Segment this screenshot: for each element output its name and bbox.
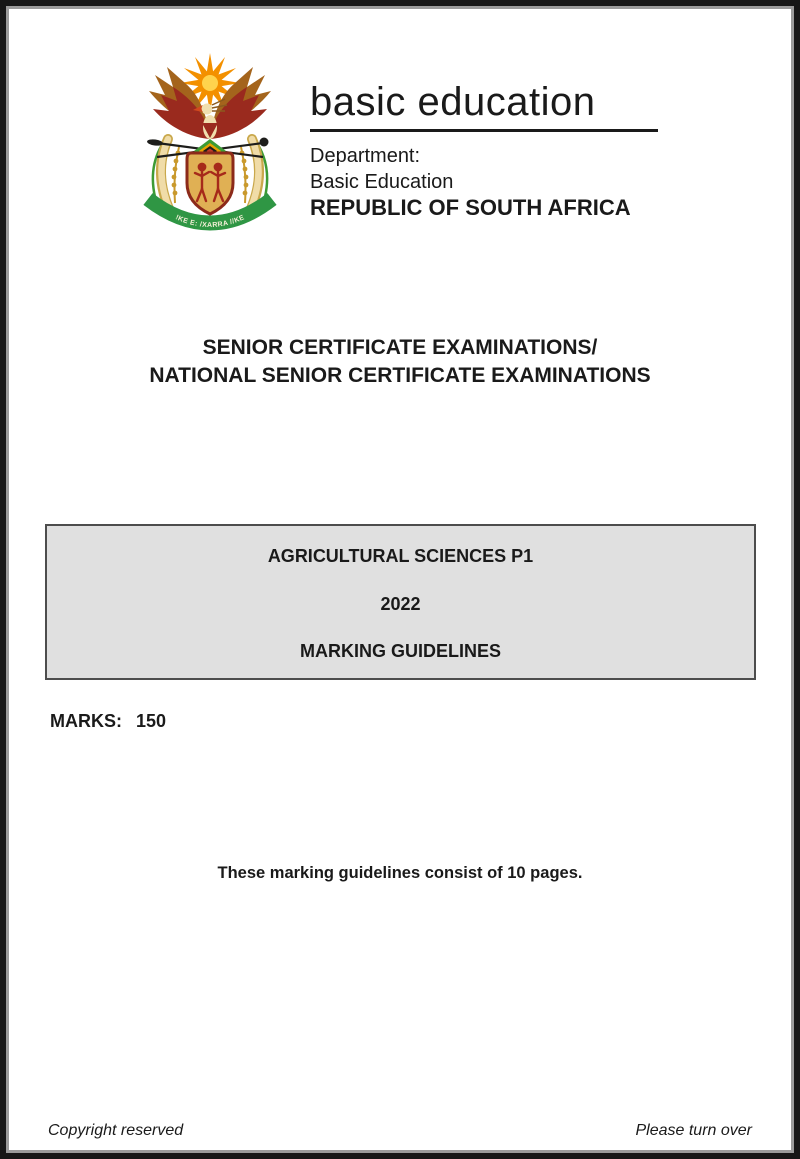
country-name: REPUBLIC OF SOUTH AFRICA — [310, 195, 631, 220]
exam-title — [0, 334, 800, 390]
copyright-notice: Copyright reserved — [48, 1122, 184, 1139]
marks-value: 150 — [136, 711, 167, 731]
page-footer — [48, 1122, 752, 1140]
department-name: Basic Education — [310, 171, 454, 193]
wordmark: basic education — [310, 80, 596, 124]
document-type: MARKING GUIDELINES — [299, 641, 501, 661]
exam-title-line1: SENIOR CERTIFICATE EXAMINATIONS/ — [202, 336, 598, 359]
marks-line — [50, 711, 166, 732]
shield-icon — [187, 153, 233, 214]
subject-box — [45, 524, 756, 680]
exam-year: 2022 — [380, 593, 421, 614]
department-header — [310, 80, 662, 221]
pages-note: These marking guidelines consist of 10 pages. — [217, 864, 583, 882]
emblem-motto: !KE E: /XARRA //KE — [174, 214, 246, 230]
exam-title-line2: NATIONAL SENIOR CERTIFICATE EXAMINATIONS — [149, 364, 651, 387]
wordmark-rule — [310, 129, 658, 132]
marks-label: MARKS: — [50, 711, 122, 731]
turn-over-notice: Please turn over — [635, 1122, 752, 1139]
subject-name: AGRICULTURAL SCIENCES P1 — [267, 546, 534, 566]
department-label: Department: — [310, 145, 421, 167]
coat-of-arms-icon — [143, 53, 277, 237]
